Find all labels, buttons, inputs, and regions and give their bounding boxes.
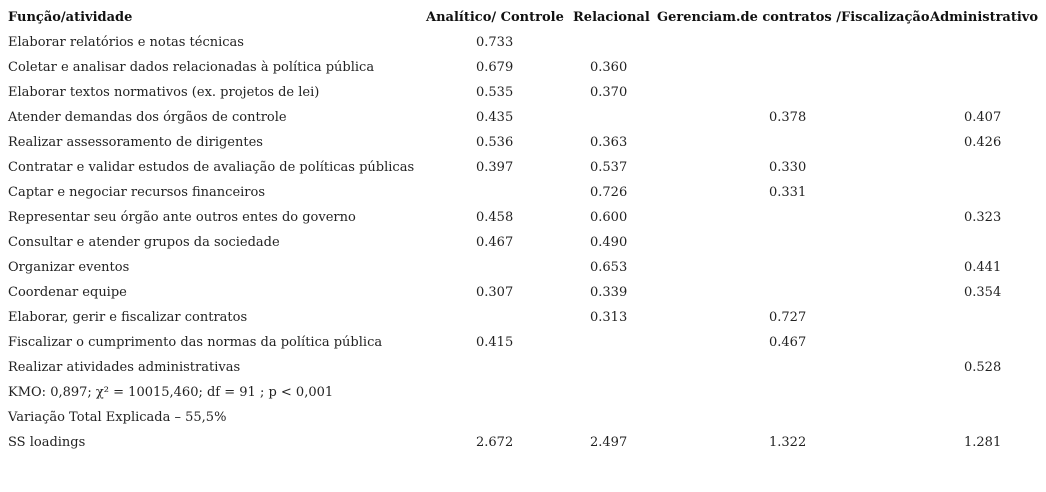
row-label: Elaborar relatórios e notas técnicas: [8, 35, 244, 50]
loading-relacional: [573, 355, 657, 380]
loading-relacional: 0.537: [590, 160, 628, 175]
table-row: [8, 430, 1040, 455]
column-header-administrativo: Administrativo: [930, 10, 1039, 25]
table-row: [8, 105, 1040, 130]
row-label: Atender demandas dos órgãos de controle: [8, 110, 287, 125]
loading-administrativo: [930, 80, 1040, 105]
table-row: [8, 155, 1040, 180]
table-row: [8, 305, 1040, 330]
loading-administrativo: [930, 230, 1040, 255]
loading-analitico-controle: [426, 180, 573, 205]
loading-administrativo: 0.323: [964, 210, 1002, 225]
table-row: [8, 255, 1040, 280]
loading-relacional: 0.726: [590, 185, 628, 200]
table-row: [8, 55, 1040, 80]
loading-administrativo: 1.281: [964, 435, 1002, 450]
loading-analitico-controle: 0.435: [476, 110, 514, 125]
loading-relacional: [573, 30, 657, 55]
loading-relacional: 2.497: [590, 435, 628, 450]
loading-analitico-controle: 0.733: [476, 35, 514, 50]
table-row: [8, 230, 1040, 255]
row-label: Elaborar textos normativos (ex. projetos de lei): [8, 85, 320, 100]
loading-relacional: 0.600: [590, 210, 628, 225]
loading-analitico-controle: [426, 405, 573, 430]
row-label: Variação Total Explicada – 55,5%: [8, 410, 227, 425]
loading-gerenciamento-contratos: [657, 255, 930, 280]
loading-gerenciamento-contratos: [657, 380, 930, 405]
loading-analitico-controle: [426, 355, 573, 380]
loading-gerenciamento-contratos: [657, 55, 930, 80]
loading-administrativo: 0.407: [964, 110, 1002, 125]
loading-gerenciamento-contratos: 1.322: [769, 435, 807, 450]
table-body: [8, 30, 1040, 455]
loading-gerenciamento-contratos: 0.467: [769, 335, 807, 350]
loading-relacional: 0.360: [590, 60, 628, 75]
loading-analitico-controle: 0.536: [476, 135, 514, 150]
loading-analitico-controle: 0.415: [476, 335, 514, 350]
loading-analitico-controle: 0.535: [476, 85, 514, 100]
table-row: [8, 180, 1040, 205]
loading-relacional: 0.653: [590, 260, 628, 275]
loading-analitico-controle: 0.467: [476, 235, 514, 250]
loading-gerenciamento-contratos: [657, 405, 930, 430]
column-header-analitico-controle: Analítico/ Controle: [426, 10, 564, 25]
factor-loadings-table: [8, 5, 1040, 455]
loading-administrativo: [930, 55, 1040, 80]
loading-relacional: [573, 105, 657, 130]
loading-gerenciamento-contratos: [657, 80, 930, 105]
loading-gerenciamento-contratos: [657, 30, 930, 55]
row-label: Captar e negociar recursos financeiros: [8, 185, 266, 200]
loading-administrativo: [930, 30, 1040, 55]
loading-relacional: 0.363: [590, 135, 628, 150]
header-row: [8, 5, 1040, 30]
row-label: Organizar eventos: [8, 260, 130, 275]
loading-administrativo: [930, 155, 1040, 180]
loading-gerenciamento-contratos: [657, 230, 930, 255]
loading-analitico-controle: 0.307: [476, 285, 514, 300]
column-header-relacional: Relacional: [573, 10, 650, 25]
row-label: Coordenar equipe: [8, 285, 127, 300]
row-label: Realizar assessoramento de dirigentes: [8, 135, 263, 150]
table-row: [8, 405, 1040, 430]
loading-analitico-controle: [426, 380, 573, 405]
loading-gerenciamento-contratos: 0.378: [769, 110, 807, 125]
table-row: [8, 80, 1040, 105]
loading-relacional: 0.490: [590, 235, 628, 250]
loading-relacional: [573, 405, 657, 430]
loading-analitico-controle: 0.458: [476, 210, 514, 225]
row-label: Fiscalizar o cumprimento das normas da política pública: [8, 335, 383, 350]
row-label: Realizar atividades administrativas: [8, 360, 241, 375]
loading-administrativo: 0.426: [964, 135, 1002, 150]
loading-analitico-controle: 2.672: [476, 435, 514, 450]
loading-administrativo: [930, 380, 1040, 405]
loading-relacional: 0.339: [590, 285, 628, 300]
loading-administrativo: 0.441: [964, 260, 1002, 275]
loading-analitico-controle: [426, 255, 573, 280]
loading-relacional: 0.370: [590, 85, 628, 100]
table-row: [8, 380, 1040, 405]
table-row: [8, 130, 1040, 155]
loading-administrativo: [930, 305, 1040, 330]
table-row: [8, 205, 1040, 230]
column-header-gerenciamento-contratos: Gerenciam.de contratos /Fiscalização: [657, 10, 930, 25]
table-row: [8, 355, 1040, 380]
table-row: [8, 330, 1040, 355]
row-label: SS loadings: [8, 435, 86, 450]
table-row: [8, 30, 1040, 55]
loading-administrativo: [930, 330, 1040, 355]
loading-gerenciamento-contratos: [657, 355, 930, 380]
loading-analitico-controle: 0.397: [476, 160, 514, 175]
loading-gerenciamento-contratos: [657, 130, 930, 155]
loading-gerenciamento-contratos: [657, 280, 930, 305]
loading-relacional: [573, 330, 657, 355]
loading-administrativo: 0.354: [964, 285, 1002, 300]
loading-gerenciamento-contratos: 0.330: [769, 160, 807, 175]
loading-gerenciamento-contratos: [657, 205, 930, 230]
loading-administrativo: 0.528: [964, 360, 1002, 375]
loading-relacional: 0.313: [590, 310, 628, 325]
table-row: [8, 280, 1040, 305]
row-label: Contratar e validar estudos de avaliação de políticas públicas: [8, 160, 415, 175]
row-label: KMO: 0,897; χ² = 10015,460; df = 91 ; p < 0,001: [8, 385, 334, 400]
table-header: [8, 5, 1040, 30]
row-label: Coletar e analisar dados relacionadas à política pública: [8, 60, 375, 75]
column-header-function: Função/atividade: [8, 10, 133, 25]
loading-analitico-controle: [426, 305, 573, 330]
loading-gerenciamento-contratos: 0.727: [769, 310, 807, 325]
row-label: Consultar e atender grupos da sociedade: [8, 235, 280, 250]
loading-administrativo: [930, 180, 1040, 205]
row-label: Representar seu órgão ante outros entes do governo: [8, 210, 356, 225]
loading-gerenciamento-contratos: 0.331: [769, 185, 807, 200]
row-label: Elaborar, gerir e fiscalizar contratos: [8, 310, 248, 325]
loading-analitico-controle: 0.679: [476, 60, 514, 75]
loading-administrativo: [930, 405, 1040, 430]
loading-relacional: [573, 380, 657, 405]
